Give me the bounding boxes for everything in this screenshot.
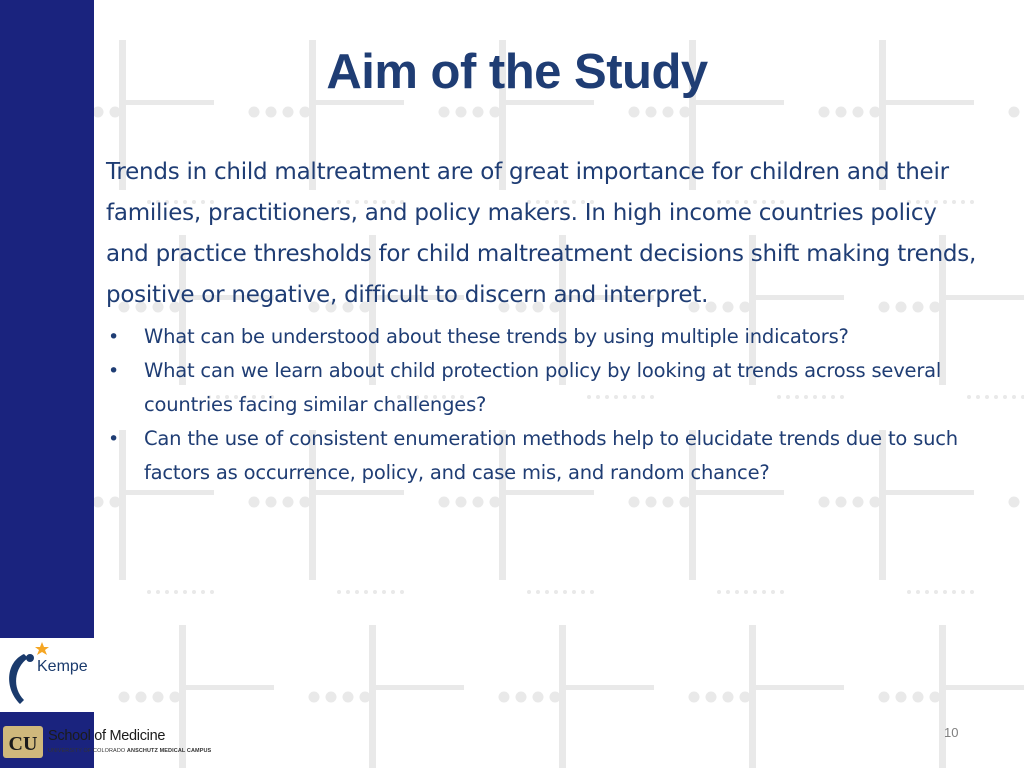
question-text: Can the use of consistent enumeration methods help to elucidate trends due to such factors as occurrence, policy, and case mis, and random chance? — [144, 427, 958, 484]
kempe-logo-label: Kempe — [37, 658, 88, 675]
slide-body — [106, 152, 1006, 490]
school-of-medicine-subtitle — [48, 748, 211, 754]
question-text: What can we learn about child protection policy by looking at trends across several countries facing similar challenges? — [144, 359, 942, 416]
cu-monogram-icon — [2, 722, 44, 762]
bullet-icon: • — [108, 326, 120, 348]
school-of-medicine-title: School of Medicine — [48, 728, 166, 744]
bullet-icon: • — [108, 360, 120, 382]
bullet-icon: • — [108, 428, 120, 450]
campus-name: ANSCHUTZ MEDICAL CAMPUS — [126, 748, 212, 754]
slide-title: Aim of the Study — [326, 45, 708, 99]
question-item — [106, 422, 996, 490]
question-item — [106, 354, 996, 422]
question-text: What can be understood about these trends by using multiple indicators? — [144, 325, 849, 348]
question-list — [106, 320, 1006, 490]
intro-paragraph: Trends in child maltreatment are of great importance for children and their families, practitioners, and policy makers. In high income countries policy and practice thresholds for child maltreatment decisions shift making trends, positive or negative, difficult to discern and interpret. — [106, 159, 977, 308]
university-name: UNIVERSITY OF COLORADO — [48, 748, 126, 754]
sidebar-accent-bar — [0, 0, 94, 638]
cu-monogram-text: CU — [8, 733, 38, 755]
question-item — [106, 320, 996, 354]
page-number: 10 — [944, 725, 959, 740]
